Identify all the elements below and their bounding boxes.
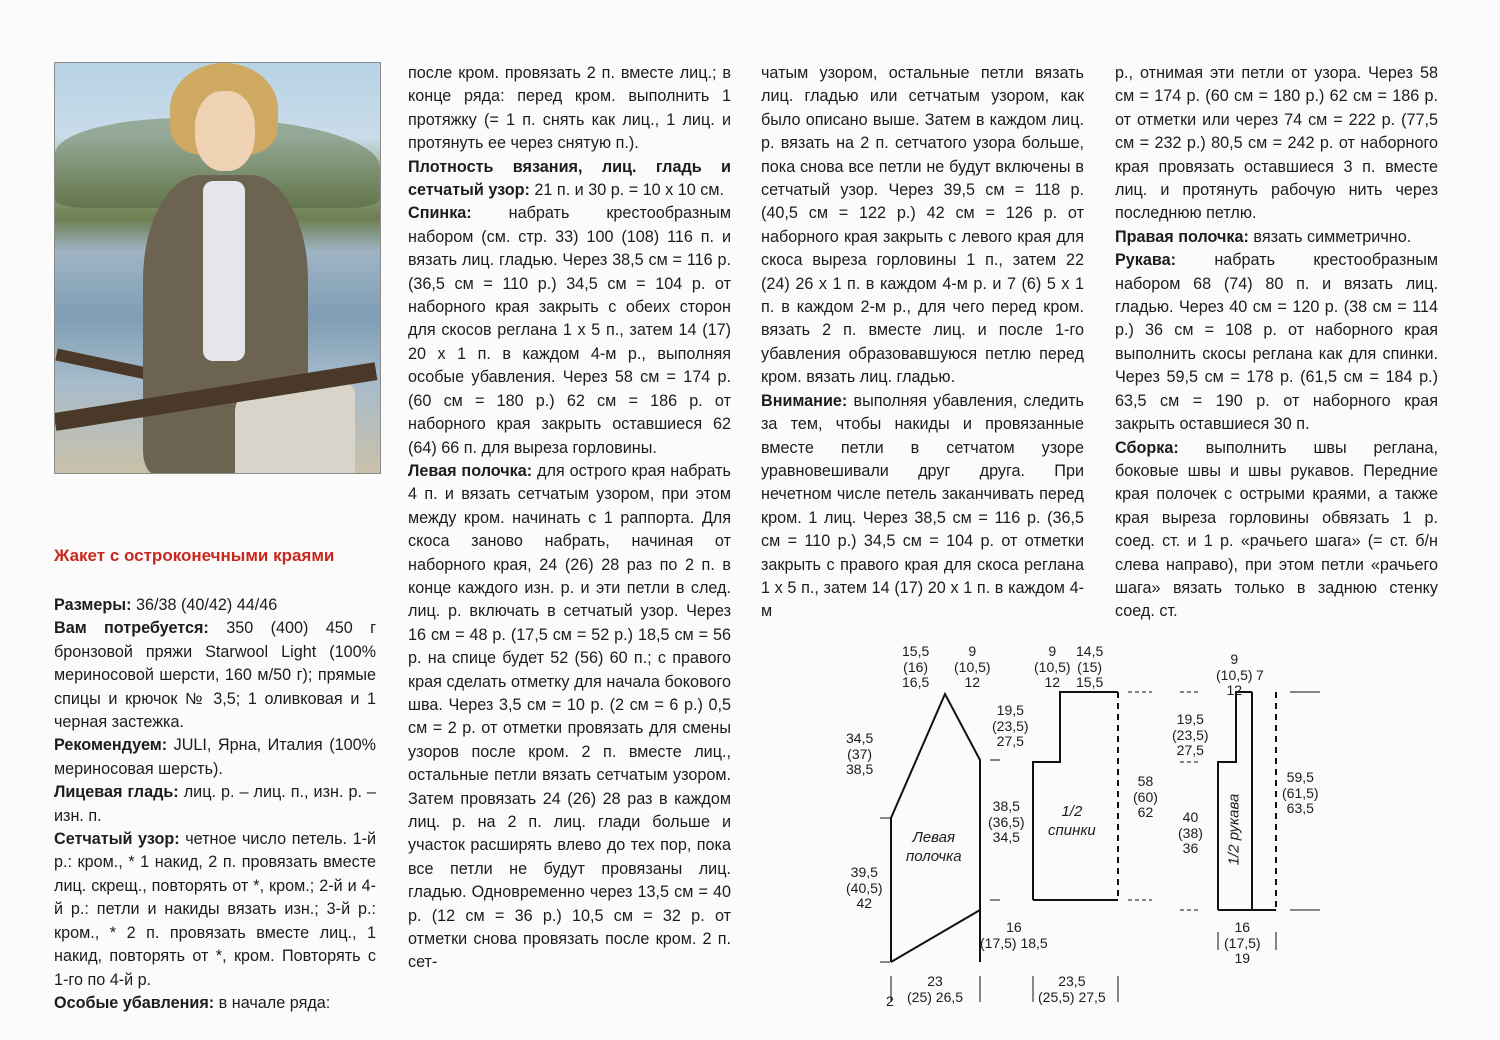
paragraph-heading: Сборка: xyxy=(1115,438,1179,457)
paragraph-heading: Особые убавления: xyxy=(54,993,215,1012)
back-lower-height: 16 (17,5) 18,5 xyxy=(980,919,1048,951)
front-armhole-right: 19,5 (23,5) 27,5 xyxy=(992,702,1029,749)
paragraph xyxy=(408,460,731,975)
back-top-width: 14,5 (15) 15,5 xyxy=(1076,643,1104,690)
paragraph-text: р., отнимая эти петли от узора. Через 58 см = 174 р. (60 см = 180 р.) 62 см = 186 р. от отметки или через 74 см = 222 р. (77,5 см = 232 р.) 80,5 см = 242 р. от наборного края провязать оставшиеся 3 п. вместе лиц. и протянуть рабочую нить через последнюю петлю. xyxy=(1115,64,1438,223)
paragraph xyxy=(54,781,376,828)
paragraph-heading: Рекомендуем: xyxy=(54,736,168,755)
front-neck-width: 9 (10,5) 12 xyxy=(954,643,991,690)
paragraph xyxy=(54,734,376,781)
text-column-4 xyxy=(1115,62,1438,624)
model-photo xyxy=(54,62,381,474)
paragraph-heading: Левая полочка: xyxy=(408,461,533,480)
paragraph-heading: Внимание: xyxy=(761,391,848,410)
sleeve-top-width: 9 (10,5) 12 xyxy=(1216,651,1253,698)
paragraph xyxy=(54,594,376,617)
paragraph-text: лиц. р. – лиц. п., изн. р. – изн. п. xyxy=(54,783,376,825)
paragraph xyxy=(408,156,731,203)
paragraph-heading: Плотность вязания, лиц. гладь и сетчатый узор: xyxy=(408,157,731,200)
paragraph xyxy=(1115,249,1438,436)
paragraph xyxy=(1115,226,1438,249)
sleeve-height-left: 40 (38) 36 xyxy=(1178,809,1203,856)
diagram-lines xyxy=(760,630,1500,1040)
paragraph-heading: Спинка: xyxy=(408,204,472,223)
paragraph xyxy=(54,992,376,1015)
paragraph-heading: Рукава: xyxy=(1115,251,1177,270)
front-top-width: 15,5 (16) 16,5 xyxy=(902,643,930,690)
paragraph xyxy=(761,390,1084,624)
paragraph-text: 21 п. и 30 р. = 10 х 10 см. xyxy=(529,181,724,200)
sleeve-height-right: 59,5 (61,5) 63,5 xyxy=(1282,769,1319,816)
paragraph xyxy=(1115,62,1438,226)
paragraph-text: вязать симметрично. xyxy=(1248,227,1412,246)
paragraph xyxy=(761,62,1084,390)
paragraph-text: для острого края набрать 4 п. и вязать сетчатым узором, при этом между кром. начинать с 1 раппорта. Для скоса заново набрать, начиная от наборного края, 24 (26) 28 раз по 2 п. в конце каждого изн. р. и эти петли в след. лиц. р. включать в сетчатый узор. Через 16 см = 48 р. (17,5 см = 52 р.) 18,5 см = 56 р. на спице будет 52 (56) 60 п.; с правого края сделать отметку для начала бокового шва. Через 3,5 см = 10 р. (2 см = 6 р.) 0,5 см = 2 р. от отметки провязать для смены узоров после кром. 2 п. вместе лиц., остальные петли вязать сетчатым узором. Затем провязать 24 (26) 28 раз в каждом лиц. р. на 2 п. лиц. глади больше и участок расширять влево до тех пор, пока все петли не будут провязаны лиц. гладью. Одновременно через 13,5 см = 40 р. (12 см = 36 р.) 10,5 см = 32 р. от отметки снова провязать после кром. 2 п. сет- xyxy=(408,461,731,972)
paragraph-heading: Сетчатый узор: xyxy=(54,830,180,849)
paragraph-text: 36/38 (40/42) 44/46 xyxy=(131,596,278,614)
front-side-height: 38,5 (36,5) 34,5 xyxy=(988,798,1025,845)
paragraph xyxy=(408,202,731,459)
text-column-3 xyxy=(761,62,1084,624)
paragraph xyxy=(1115,437,1438,624)
paragraph-text: четное число петель. 1-й р.: кром., * 1 накид, 2 п. провязать вместе лиц. скрещ., повторять от *, кром.; 2-й и 4-й р.: петли и накиды вязать изн.; 3-й р.: кром., * 2 п. провязать вместе лиц., 1 накид, повторять от *, кром. Повторять с 1-го по 4-й р. xyxy=(54,830,377,989)
front-armhole-height: 34,5 (37) 38,5 xyxy=(846,730,874,777)
front-tip: 2 xyxy=(886,993,894,1009)
back-bottom-width: 23,5 (25,5) 27,5 xyxy=(1038,973,1106,1005)
back-piece-label: 1/2 спинки xyxy=(1048,803,1096,839)
sleeve-raglan: 19,5 (23,5) 27,5 xyxy=(1172,711,1209,758)
sleeve-top-right: 7 xyxy=(1256,667,1264,683)
paragraph-text: в начале ряда: xyxy=(214,993,331,1012)
paragraph-heading: Правая полочка: xyxy=(1115,227,1249,246)
text-column-1 xyxy=(54,594,376,1015)
front-bottom-width: 23 (25) 26,5 xyxy=(907,973,964,1005)
paragraph xyxy=(408,62,731,156)
paragraph-text: выполнить швы реглана, боковые швы и швы рукавов. Передние края полочек с острыми краями, а также края выреза горловины обвязать 1 р. соед. ст. и 1 р. «рачьего шага» (= ст. б/н слева направо), при этом петли «рачьего шага» вязать только в заднюю стенку соед. ст. xyxy=(1115,438,1438,621)
paragraph-text: набрать крестообразным набором (см. стр. 33) 100 (108) 116 п. и вязать лиц. гладью. Через 38,5 см = 116 р. (36,5 см = 110 р.) 34,5 см = 104 р. от наборного края закрыть с обеих сторон для скосов реглана 1 х 5 п., затем 14 (17) 20 х 1 п. в каждом 4-м р., выполняя особые убавления. Через 58 см = 174 р. (60 см = 180 р.) 62 см = 186 р. от наборного края закрыть оставшиеся 62 (64) 66 п. для выреза горловины. xyxy=(408,204,731,457)
paragraph-heading: Вам потребуется: xyxy=(54,619,209,638)
back-outline xyxy=(1033,692,1118,900)
sleeve-piece-label: 1/2 рукава xyxy=(1225,793,1243,866)
paragraph xyxy=(54,828,376,992)
front-lower-height: 39,5 (40,5) 42 xyxy=(846,864,883,911)
pattern-diagram xyxy=(760,630,1500,1040)
back-height: 58 (60) 62 xyxy=(1133,773,1158,820)
paragraph-text: JULI, Ярна, Италия (100% мериносовая шерсть). xyxy=(54,736,376,778)
paragraph-text: выполняя убавления, следить за тем, чтобы накиды и провязанные вместе петли в сетчатом узоре уравновешивали друг друга. При нечетном числе петель заканчивать перед кром. 1 лиц. Через 38,5 см = 116 р. (36,5 см = 110 р.) 34,5 см = 104 р. от отметки закрыть с правого края для скоса реглана 1 х 5 п., затем 14 (17) 20 х 1 п. в каждом 4-м xyxy=(761,391,1084,621)
sleeve-bottom-width: 16 (17,5) 19 xyxy=(1224,919,1261,966)
paragraph-text: 350 (400) 450 г бронзовой пряжи Starwool Light (100% мериносовой шерсти, 160 м/50 г); прямые спицы и крючок № 3,5; 1 оливковая и 1 черная застежка. xyxy=(54,619,377,732)
paragraph-text: набрать крестообразным набором 68 (74) 80 п. и вязать лиц. гладью. Через 40 см = 120 р. (38 см = 114 р.) 36 см = 108 р. от наборного края выполнить скосы реглана как для спинки. Через 59,5 см = 178 р. (61,5 см = 184 р.) 63,5 см = 190 р. от наборного края закрыть оставшиеся 30 п. xyxy=(1115,251,1438,434)
paragraph xyxy=(54,617,376,734)
front-piece-label: Левая полочка xyxy=(906,829,962,865)
paragraph-heading: Лицевая гладь: xyxy=(54,783,179,802)
paragraph-heading: Размеры: xyxy=(54,596,132,614)
article-title: Жакет с остроконечными краями xyxy=(54,546,335,565)
paragraph-text: чатым узором, остальные петли вязать лиц. гладью или сетчатым узором, как было описано выше. Затем в каждом лиц. р. вязать на 2 п. сетчатого узора больше, пока снова все петли не будут включены в сетчатый узор. Через 39,5 см = 118 р. (40,5 см = 122 р.) 42 см = 126 р. от наборного края закрыть с левого края для скоса выреза горловины 1 п., затем 22 (24) 26 х 1 п. в каждом 4-м р. и 7 (6) 5 х 1 п. в каждом 2-м р., для чего перед кром. вязать 2 п. вместе лиц. и после 1-го убавления образовавшуюся петлю перед кром. вязать лиц. гладью. xyxy=(761,64,1084,387)
paragraph-text: после кром. провязать 2 п. вместе лиц.; в конце ряда: перед кром. выполнить 1 протяжку (= 1 п. снять как лиц., 1 лиц. и протянуть ее через снятую п.). xyxy=(408,64,731,153)
front-bottom xyxy=(891,910,980,962)
text-column-2 xyxy=(408,62,731,975)
back-neck-width: 9 (10,5) 12 xyxy=(1034,643,1071,690)
